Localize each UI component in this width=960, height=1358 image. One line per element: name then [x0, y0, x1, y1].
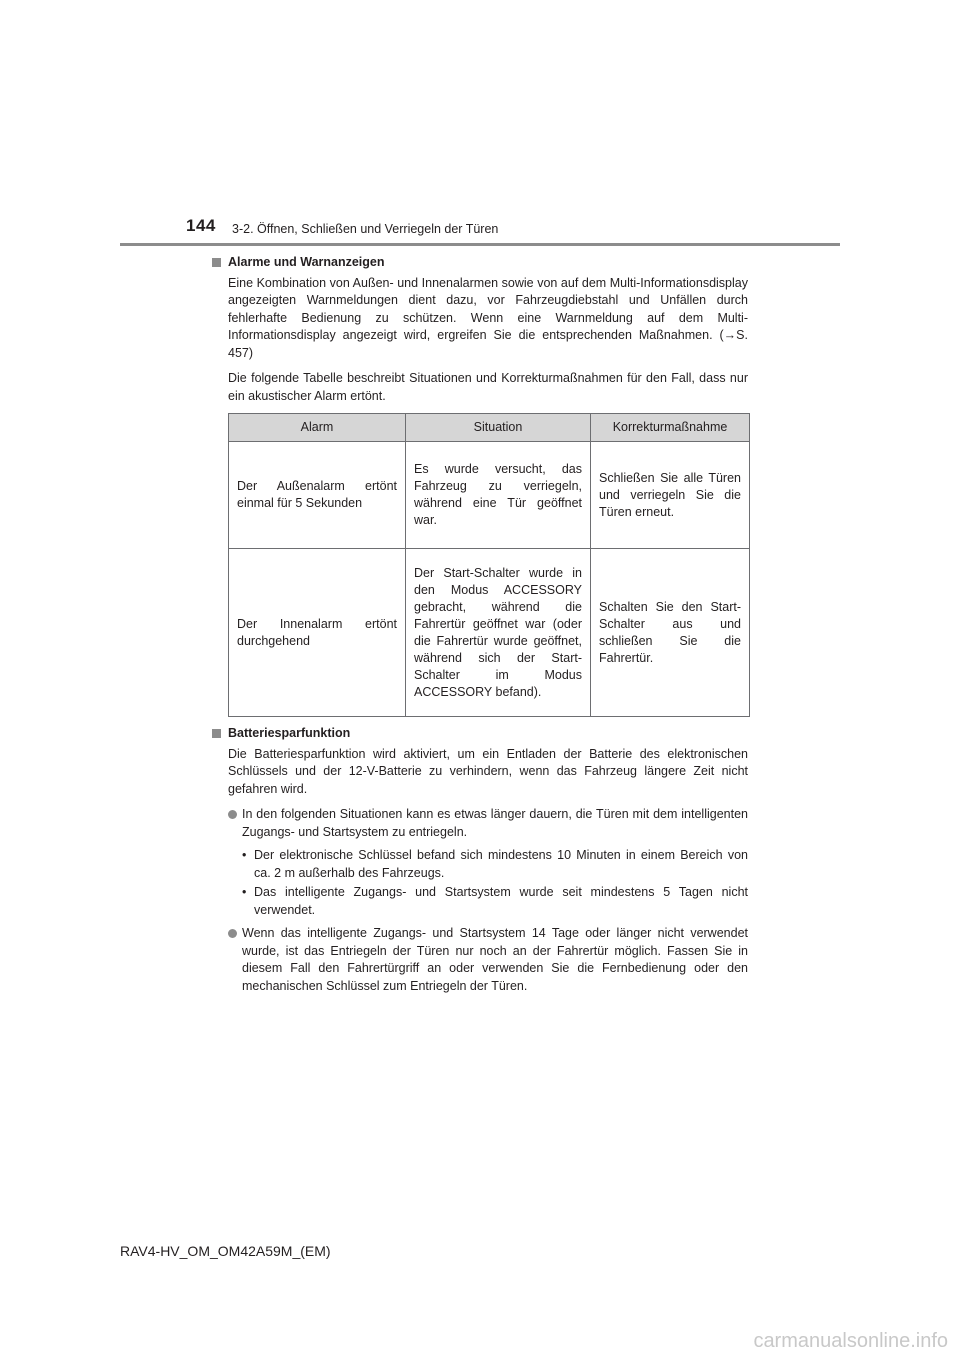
table-header-alarm: Alarm: [229, 414, 406, 442]
list-item: [212, 925, 748, 995]
table-cell: Es wurde versucht, das Fahrzeug zu verriegeln, während eine Tür geöffnet war.: [406, 442, 591, 549]
page-number: 144: [186, 216, 216, 235]
alarms-heading-text: Alarme und Warnanzeigen: [228, 255, 385, 269]
header-rule: [120, 243, 840, 246]
dot-bullet-icon: •: [242, 848, 247, 862]
dot-bullet-icon: •: [242, 885, 247, 899]
sub-list: [212, 847, 748, 919]
battery-paragraph: Die Batteriesparfunktion wird aktiviert, um ein Entladen der Batterie des elektronischen Schlüssels und der 12-V-Batterie zu verhindern, wenn das Fahrzeug längere Zeit nicht gefahren wird.: [228, 746, 748, 796]
alarms-paragraph-1: Eine Kombination von Außen- und Innenalarmen sowie von auf dem Multi-Informationsdisplay angezeigten Warnmeldungen dient dazu, vor Fahrzeugdiebstahl und Unfällen durch fehlerhafte Bedienung zu schützen. Wenn eine Warnmeldung auf dem Multi-Informationsdisplay angezeigt wird, ergreifen Sie die entsprechenden Maßnahmen. (→S. 457): [228, 275, 748, 360]
list-item-text: Wenn das intelligente Zugangs- und Startsystem 14 Tage oder länger nicht verwendet wurde, ist das Entriegeln der Türen nur noch an der Fahrertür möglich. Fassen Sie in diesem Fall den Fahrertürgriff an oder verwenden Sie die Fernbedienung oder den mechanischen Schlüssel zum Entriegeln der Türen.: [242, 926, 748, 993]
alarm-table: [228, 413, 750, 717]
battery-heading-text: Batteriesparfunktion: [228, 726, 351, 740]
circle-bullet-icon: [228, 929, 237, 938]
list-item: [212, 806, 748, 841]
square-bullet-icon: [212, 258, 221, 267]
list-item-text: In den folgenden Situationen kann es etwas länger dauern, die Türen mit dem intelligenten Zugangs- und Startsystem zu entriegeln.: [242, 807, 748, 839]
table-row: [229, 442, 750, 549]
circle-bullet-icon: [228, 810, 237, 819]
document-code: RAV4-HV_OM_OM42A59M_(EM): [120, 1243, 331, 1259]
table-header-action: Korrekturmaßnahme: [591, 414, 750, 442]
table-cell: Schalten Sie den Start-Schalter aus und schließen Sie die Fahrertür.: [591, 549, 750, 717]
list-item: [212, 847, 748, 882]
alarms-paragraph-2: Die folgende Tabelle beschreibt Situationen und Korrekturmaßnahmen für den Fall, dass nur ein akustischer Alarm ertönt.: [228, 371, 748, 403]
list-item-text: Das intelligente Zugangs- und Startsystem wurde seit mindestens 5 Tagen nicht verwendet.: [254, 885, 748, 917]
section-title: 3-2. Öffnen, Schließen und Verriegeln der Türen: [232, 222, 499, 236]
table-cell: Schließen Sie alle Türen und verriegeln Sie die Türen erneut.: [591, 442, 750, 549]
square-bullet-icon: [212, 729, 221, 738]
list-item: [212, 884, 748, 919]
battery-heading: [212, 725, 748, 743]
watermark: carmanualsonline.info: [753, 1330, 948, 1352]
table-header-situation: Situation: [406, 414, 591, 442]
table-cell: Der Start-Schalter wurde in den Modus ACCESSORY gebracht, während die Fahrertür geöffnet war (oder die Fahrertür wurde geöffnet, während sich der Start-Schalter im Modus ACCESSORY befand).: [406, 549, 591, 717]
table-row: [229, 549, 750, 717]
table-cell: Der Außenalarm ertönt einmal für 5 Sekunden: [229, 442, 406, 549]
page-content: [212, 254, 748, 1001]
table-cell: Der Innenalarm ertönt durchgehend: [229, 549, 406, 717]
alarms-heading: [212, 254, 748, 272]
table-header-row: [229, 414, 750, 442]
list-item-text: Der elektronische Schlüssel befand sich mindestens 10 Minuten in einem Bereich von ca. 2 m außerhalb des Fahrzeugs.: [254, 848, 748, 880]
